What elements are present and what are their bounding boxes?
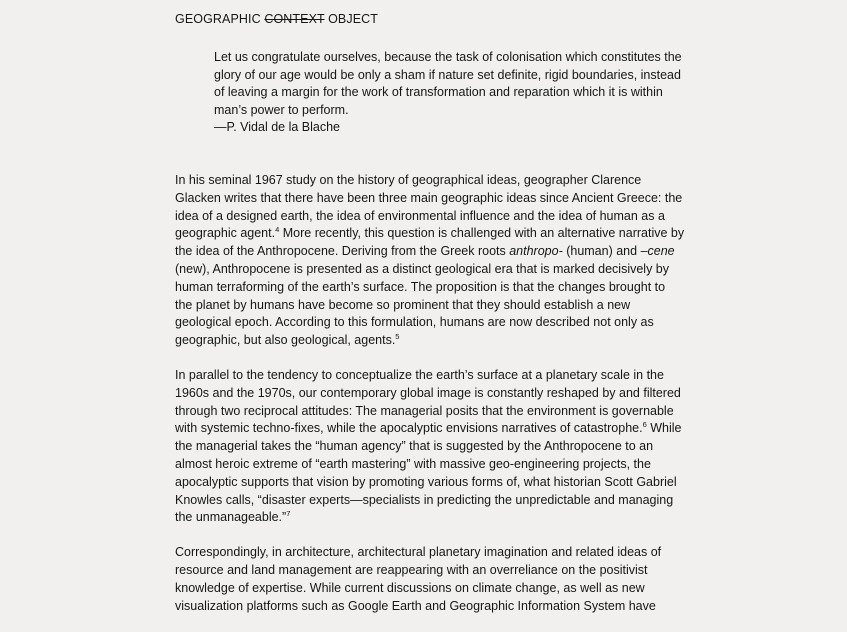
epigraph-attribution: —P. Vidal de la Blache: [214, 120, 341, 135]
header-word-context-struck: CONTEXT: [264, 12, 325, 26]
paragraph-1-text-c: (human) and: [562, 244, 641, 259]
paragraph-2-text-b: While the managerial takes the “human agency” that is suggested by the Anthropocene to an almost heroic extreme of “earth mastering” with massive geo-engineering projects, the apocalyptic supports that vision by promoting various forms of, what historian Scott Gabriel Knowles calls, “disaster experts—specialists in predicting the unpredictable and managing the unmanageable.”: [175, 421, 682, 525]
paragraph-3-text: Correspondingly, in architecture, architectural planetary imagination and related ideas of resource and land management are reappearing with an overreliance on the positivist knowledge of expertise. While current discussions on climate change, as well as new visualization platforms such as Google Earth and Geographic Information System have: [175, 545, 662, 613]
paragraph-3: [175, 544, 685, 615]
paragraph-2: [175, 367, 685, 527]
footnote-ref-4[interactable]: 4: [275, 225, 280, 235]
body-text: [175, 172, 685, 632]
footnote-ref-7[interactable]: 7: [286, 509, 291, 519]
term-anthropo: anthropo-: [509, 244, 563, 259]
epigraph-quote: Let us congratulate ourselves, because the task of colonisation which constitutes the glory of our age would be only a sham if nature set definite, rigid boundaries, instead of leaving a margin for the work of transformation and reparation which it is within man’s power to perform.: [214, 50, 682, 117]
paragraph-1-text-a: In his seminal 1967 study on the history of geographical ideas, geographer Clarence Glacken writes that there have been three main geographic ideas since Ancient Greece: the idea of a designed earth, the idea of environmental influence and the idea of human as a geographic agent.: [175, 173, 683, 241]
footnote-ref-6[interactable]: 6: [642, 420, 647, 430]
paragraph-1-text-d: (new), Anthropocene is presented as a distinct geological era that is marked decisively by human terraforming of the earth’s surface. The proposition is that the changes brought to the planet by humans have become so prominent that they should establish a new geological epoch. According to this formulation, humans are now described not only as geographic, but also geological, agents.: [175, 261, 670, 348]
epigraph: [214, 49, 684, 137]
header-word-object: OBJECT: [328, 12, 379, 26]
paragraph-2-text-a: In parallel to the tendency to conceptualize the earth’s surface at a planetary scale in the 1960s and the 1970s, our contemporary global image is constantly reshaped by and filtered through two reciprocal attitudes: The managerial posits that the environment is governable with systemic techno-fixes, while the apocalyptic envisions narratives of catastrophe.: [175, 367, 681, 436]
paragraph-1: [175, 172, 685, 350]
header-word-geographic: GEOGRAPHIC: [175, 12, 261, 26]
footnote-ref-5[interactable]: 5: [395, 332, 400, 342]
paragraph-1-text-b: More recently, this question is challenged with an alternative narrative by the idea of the Anthropocene. Deriving from the Greek roots: [175, 226, 685, 259]
term-cene: –cene: [640, 244, 675, 259]
running-header: [175, 11, 378, 27]
